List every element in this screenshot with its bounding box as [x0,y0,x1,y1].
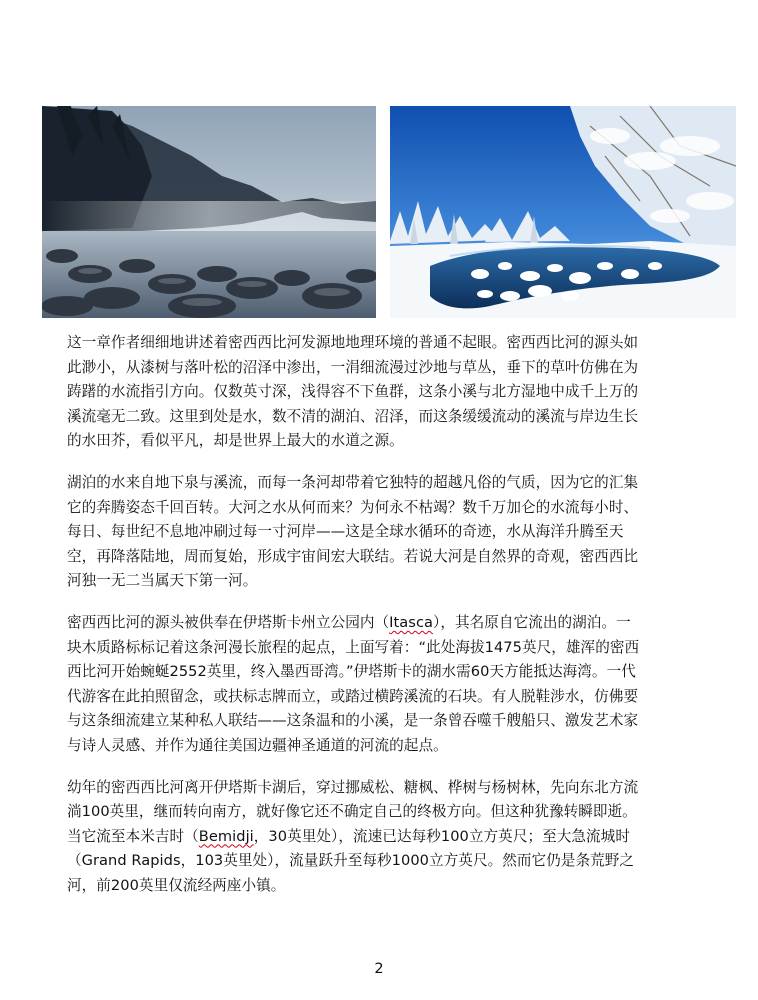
text-line [67,356,697,381]
spellcheck-flagged-word: Bemidji [198,827,254,845]
text-segment: 这一章作者细细地讲述着密西西比河发源地地理环境的普通不起眼。密西西比河的源头如 [67,334,639,351]
text-line [67,471,697,496]
spellcheck-flagged-word: Itasca [389,613,434,631]
text-segment: 空，再降落陆地，周而复始，形成宇宙间宏大联结。若说大河是自然界的奇观，密西西比 [67,547,639,565]
misty-lake-photo [42,106,376,318]
text-segment: 西比河开始蜿蜒2552英里，终入墨西哥湾。”伊塔斯卡的湖水需60天方能抵达海湾。一代 [67,663,636,681]
text-segment: ，30英里处），流速已达每秒100立方英尺；至大急流城时 [253,827,630,845]
text-line [67,496,697,521]
text-line [67,825,697,850]
text-line [67,405,697,430]
text-segment: 踌躇的水流指引方向。仅数英寸深，浅得容不下鱼群，这条小溪与北方湿地中成千上万的 [67,383,639,401]
text-segment: 湖泊的水来自地下泉与溪流，而每一条河却带着它独特的超越凡俗的气质，因为它的汇集 [67,473,639,491]
text-segment: 代游客在此拍照留念，或扶标志牌而立，或踏过横跨溪流的石块。有人脱鞋涉水，仿佛要 [67,687,639,705]
text-segment: ），其名原自它流出的湖泊。一 [433,613,631,631]
text-segment: 幼年的密西西比河离开伊塔斯卡湖后，穿过挪威松、糖枫、桦树与杨树林，先向东北方流 [67,778,639,796]
paragraph [67,471,697,594]
text-segment: 淌100英里，继而转向南方，就好像它还不确定自己的终极方向。但这种犹豫转瞬即逝。 [67,803,637,821]
text-line [67,709,697,734]
text-line [67,429,697,454]
text-line [67,874,697,899]
text-line [67,331,697,356]
text-line [67,380,697,405]
text-segment: 与诗人灵感、并作为通往美国边疆神圣通道的河流的起点。 [67,736,448,754]
text-segment: 密西西比河的源头被供奉在伊塔斯卡州立公园内（ [67,613,390,631]
text-line [67,520,697,545]
text-line [67,636,697,661]
text-segment: 每日、每世纪不息地冲刷过每一寸河岸——这是全球水循环的奇迹，水从海洋升腾至天 [67,523,624,541]
paragraph [67,611,697,759]
misty-lake-image [42,106,376,318]
text-line [67,685,697,710]
text-segment: 的水田芥，看似平凡，却是世界上最大的水道之源。 [67,432,404,450]
text-line [67,545,697,570]
page-number: 2 [374,961,384,977]
paragraph [67,776,697,899]
text-segment: 此渺小，从漆树与落叶松的沼泽中渗出，一涓细流漫过沙地与草丛，垂下的草叶仿佛在为 [67,358,639,376]
text-segment: 它的奔腾姿态千回百转。大河之水从何而来？为何永不枯竭？数千万加仑的水流每小时、 [67,498,639,516]
text-segment: 当它流至本米吉时（ [67,827,199,845]
text-line [67,611,697,636]
text-segment: 块木质路标标记着这条河漫长旅程的起点，上面写着：“此处海拔1475英尺，雄浑的密西 [67,638,640,656]
text-segment: （Grand Rapids，103英里处），流量跃升至每秒1000立方英尺。然而它仍是条荒野之 [67,852,635,870]
text-segment: 与这条细流建立某种私人联结——这条温和的小溪，是一条曾吞噬千艘船只、激发艺术家 [67,712,639,730]
text-segment: 溪流毫无二致。这里到处是水，数不清的湖泊、沼泽，而这条缓缓流动的溪流与岸边生长 [67,407,639,425]
text-line [67,800,697,825]
article-body [67,331,697,915]
text-line [67,660,697,685]
text-segment: 河独一无二当属天下第一河。 [67,572,258,590]
paragraph [67,331,697,454]
text-line [67,776,697,801]
text-line [67,849,697,874]
text-segment: 河，前200英里仅流经两座小镇。 [67,876,286,894]
text-line [67,569,697,594]
text-line [67,734,697,759]
snowy-creek-image [390,106,736,318]
snowy-creek-photo [390,106,736,318]
